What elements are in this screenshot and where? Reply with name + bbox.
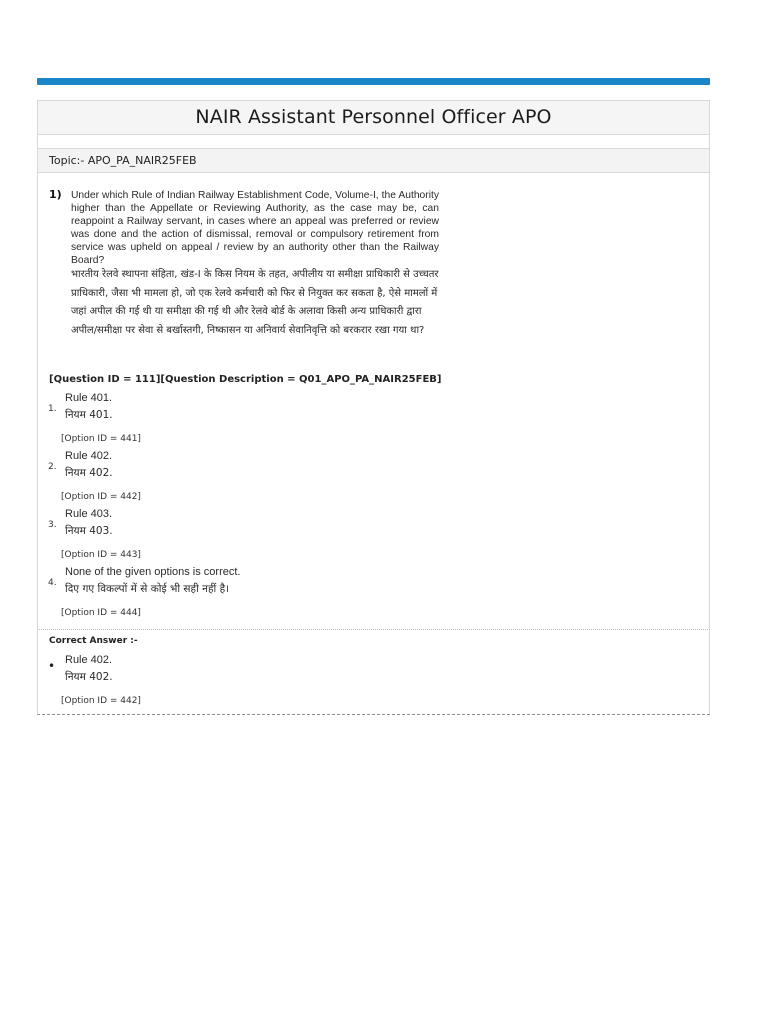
option-text-hindi: नियम 401. (65, 409, 113, 421)
option-2 (38, 450, 458, 508)
option-number: 2. (48, 462, 57, 472)
topic-row (37, 149, 710, 173)
question-paper (37, 100, 710, 725)
option-4 (38, 566, 458, 624)
question-text-english: Under which Rule of Indian Railway Establishment Code, Volume-I, the Authority higher than the Appellate or Reviewing Authority, as the case may be, can reappoint a Railway servant, in cases where an appeal was preferred or review was done and the action of dismissal, removal or compulsory retirement from service was upheld on appeal / review by an authority other than the Railway Board? (71, 190, 439, 266)
answer-text-english: Rule 402. (65, 654, 113, 666)
page-title: NAIR Assistant Personnel Officer APO (195, 106, 552, 128)
option-text-english: Rule 403. (65, 508, 113, 520)
option-text-english: None of the given options is correct. (65, 566, 241, 578)
question-number: 1) (49, 188, 62, 201)
answer-text-hindi: नियम 402. (65, 671, 113, 683)
option-text-hindi: नियम 403. (65, 525, 113, 537)
question-text-hindi: भारतीय रेलवे स्थापना संहिता, खंड-I के किस नियम के तहत, अपीलीय या समीक्षा प्राधिकारी से उच्चतर प्राधिकारी, जैसा भी मामला हो, जो एक रेलवे कर्मचारी को फिर से नियुक्त कर सकता है, ऐसे मामलों में जहां अपील की गई थी या समीक्षा की गई थी और रेलवे बोर्ड के अलावा किसी अन्य प्राधिकारी द्वारा अपील/समीक्षा पर सेवा से बर्खास्तगी, निष्कासन या अनिवार्य सेवानिवृत्ति को बरकरार रखा गया था? (71, 269, 439, 336)
option-id: [Option ID = 441] (61, 434, 141, 444)
topic-label: Topic:- APO_PA_NAIR25FEB (49, 154, 197, 167)
correct-answer-block (37, 630, 710, 715)
option-1 (38, 392, 458, 450)
question-meta: [Question ID = 111][Question Description = Q01_APO_PA_NAIR25FEB] (49, 374, 442, 385)
question-block (37, 173, 710, 630)
bullet-icon: • (48, 659, 56, 673)
title-row (37, 100, 710, 135)
option-text-english: Rule 402. (65, 450, 113, 462)
option-text-hindi: नियम 402. (65, 467, 113, 479)
option-text-english: Rule 401. (65, 392, 113, 404)
header-accent-bar (37, 78, 710, 85)
option-3 (38, 508, 458, 566)
answer-option-id: [Option ID = 442] (61, 696, 141, 706)
option-number: 3. (48, 520, 57, 530)
divider-row (37, 134, 710, 149)
correct-answer-label: Correct Answer :- (49, 636, 138, 646)
option-number: 1. (48, 404, 57, 414)
option-number: 4. (48, 578, 57, 588)
option-id: [Option ID = 444] (61, 608, 141, 618)
option-id: [Option ID = 443] (61, 550, 141, 560)
option-text-hindi: दिए गए विकल्पों में से कोई भी सही नहीं है। (65, 583, 230, 595)
option-id: [Option ID = 442] (61, 492, 141, 502)
